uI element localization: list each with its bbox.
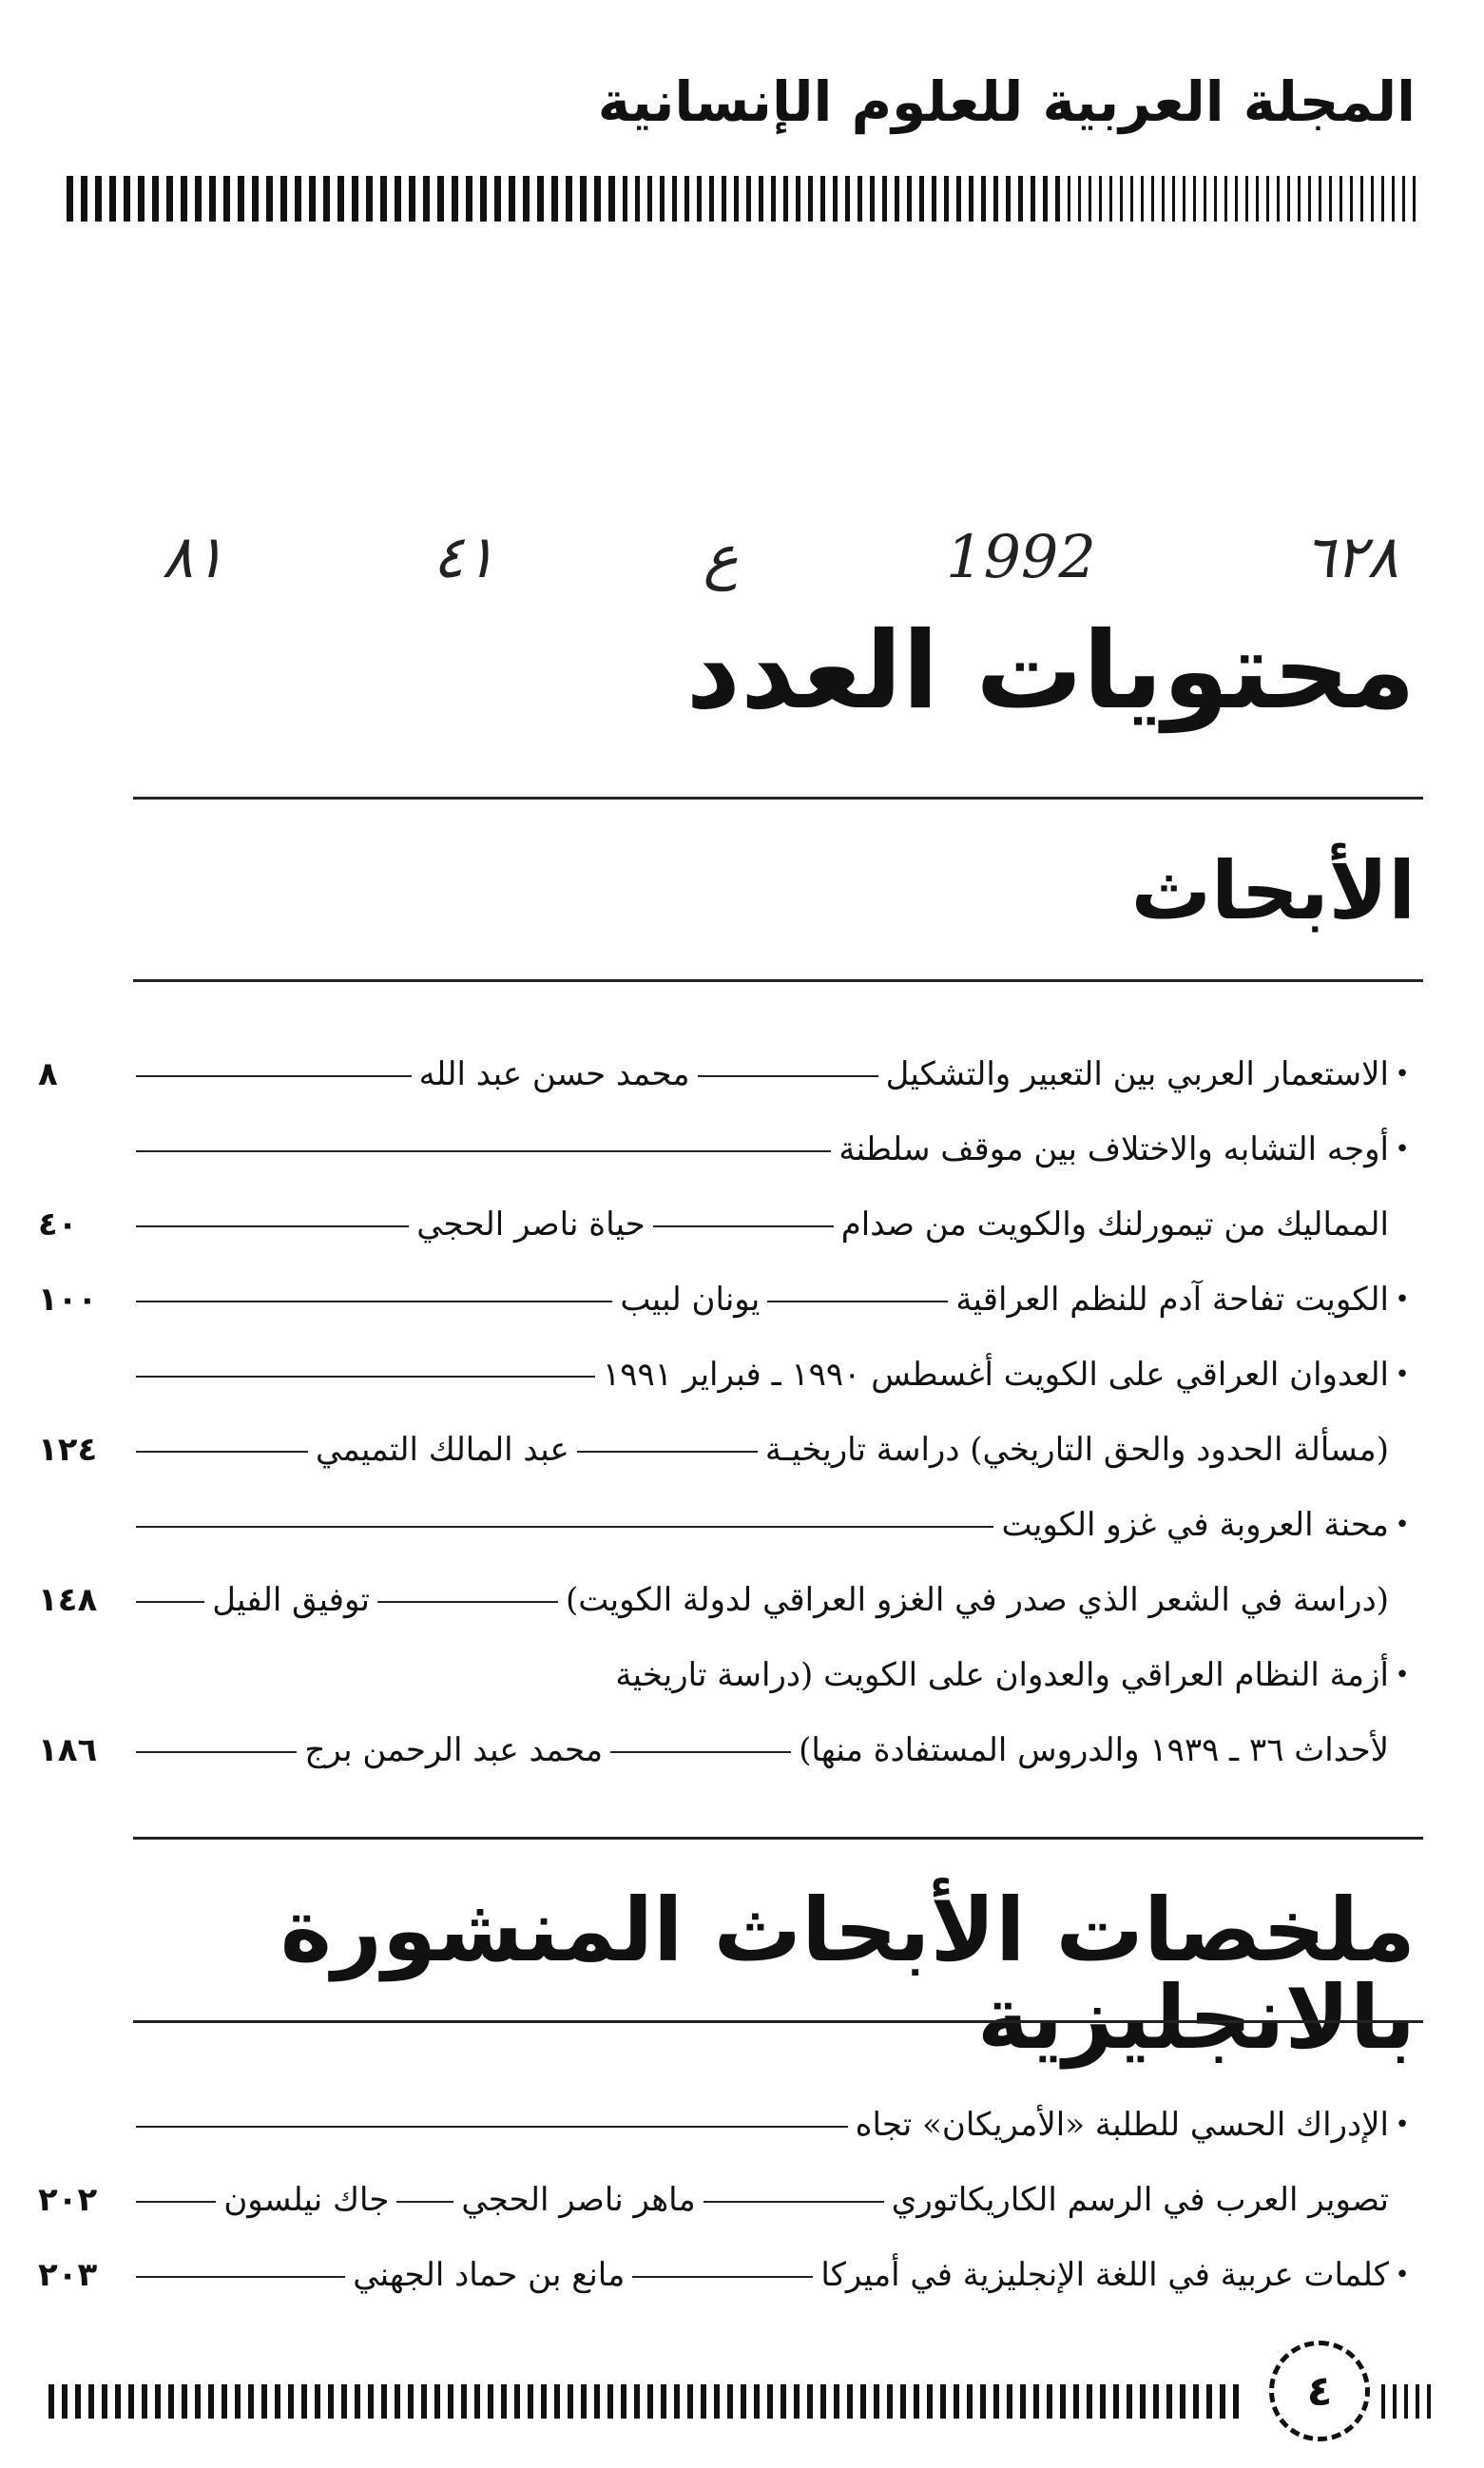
barcode-bar (1287, 176, 1290, 222)
barcode-bar (323, 176, 330, 222)
barcode-bar (381, 2384, 387, 2419)
toc-line (38, 1346, 1416, 1403)
barcode-bar (759, 176, 763, 222)
barcode-bar (722, 176, 726, 222)
barcode-bar (895, 176, 899, 222)
barcode-bar (409, 176, 415, 222)
entry-author: مانع بن حماد الجهني (353, 2256, 626, 2294)
barcode-bar (380, 176, 387, 222)
barcode-bar (727, 2384, 733, 2419)
contents-heading: محتويات العدد (685, 609, 1416, 733)
barcode-bar (437, 176, 444, 222)
barcode-bar (1308, 176, 1311, 222)
toc-line (38, 1421, 1416, 1478)
barcode-bar (301, 2384, 307, 2419)
barcode-bar (75, 2384, 81, 2419)
barcode-bar (1078, 176, 1081, 222)
barcode-bar (940, 2384, 946, 2419)
entry-title: كلمات عربية في اللغة الإنجليزية في أميركا (820, 2256, 1389, 2294)
barcode-bar (355, 2384, 360, 2419)
entry-author: جاك نيلسون (223, 2181, 390, 2219)
barcode-bar (1266, 176, 1269, 222)
header-barcode-ornament (61, 176, 1423, 222)
entry-title: (دراسة في الشعر الذي صدر في الغزو العراقي لدولة الكويت) (565, 1581, 1389, 1619)
barcode-bar (1007, 2384, 1012, 2419)
entry-title: أزمة النظام العراقي والعدوان على الكويت (دراسة تاريخية (615, 1656, 1389, 1694)
barcode-bar (124, 176, 130, 222)
barcode-bar (754, 2384, 760, 2419)
handwritten-item: ٤١ (432, 521, 496, 591)
barcode-bar (874, 2384, 879, 2419)
barcode-bar (1183, 176, 1185, 222)
barcode-bar (1214, 176, 1217, 222)
leader-line (577, 1451, 758, 1453)
bullet-icon: • (1395, 1661, 1410, 1689)
toc-line (38, 1496, 1416, 1553)
entry-author: ماهر ناصر الحجي (461, 2181, 696, 2219)
entry-page: ٢٠٣ (38, 2256, 98, 2294)
barcode-bar (674, 2384, 680, 2419)
barcode-bar (509, 176, 515, 222)
entry-author: محمد عبد الرحمن برج (304, 1731, 604, 1769)
entry-page: ١٨٦ (38, 1731, 98, 1769)
barcode-bar (541, 2384, 547, 2419)
barcode-bar (337, 176, 344, 222)
barcode-bar (554, 2384, 560, 2419)
toc-line (38, 1571, 1416, 1629)
entry-title: (مسألة الحدود والحق التاريخي) دراسة تاريخيـة (764, 1431, 1389, 1469)
entry-title: لأحداث ٣٦ ـ ١٩٣٩ والدروس المستفادة منها) (799, 1731, 1389, 1769)
barcode-bar (927, 2384, 933, 2419)
barcode-bar (138, 176, 145, 222)
divider-rule (133, 797, 1423, 800)
barcode-bar (767, 2384, 773, 2419)
research-heading: الأبحاث (1130, 844, 1416, 937)
barcode-bar (746, 176, 751, 222)
bullet-icon: • (1395, 1135, 1410, 1164)
barcode-bar (209, 176, 216, 222)
barcode-bar (623, 176, 627, 222)
barcode-bar (81, 176, 87, 222)
entry-title: أوجه التشابه والاختلاف بين موقف سلطنة (838, 1130, 1389, 1168)
barcode-bar (1140, 2384, 1146, 2419)
barcode-bar (1360, 176, 1363, 222)
barcode-bar (1180, 2384, 1185, 2419)
barcode-bar (981, 176, 986, 222)
leader-line (136, 1601, 204, 1603)
barcode-bar (514, 2384, 520, 2419)
barcode-bar (1153, 2384, 1159, 2419)
entry-page: ٢٠٢ (38, 2181, 98, 2219)
barcode-bar (1166, 2384, 1172, 2419)
handwritten-item: ٨١ (162, 521, 225, 591)
barcode-bar (168, 2384, 174, 2419)
barcode-bar (67, 176, 73, 222)
barcode-bar (807, 2384, 813, 2419)
barcode-bar (1256, 176, 1259, 222)
entry-title: المماليك من تيمورلنك والكويت من صدام (840, 1205, 1389, 1244)
barcode-bar (1427, 2384, 1431, 2419)
barcode-bar (523, 176, 530, 222)
barcode-bar (1404, 2384, 1408, 2419)
barcode-bar (421, 2384, 427, 2419)
barcode-bar (687, 2384, 693, 2419)
toc-line (38, 1722, 1416, 1779)
leader-line (136, 1075, 412, 1077)
barcode-bar (684, 176, 689, 222)
entry-author: عبد المالك التميمي (316, 1431, 569, 1469)
barcode-bar (672, 176, 677, 222)
bullet-icon: • (1395, 1060, 1410, 1089)
barcode-bar (1206, 2384, 1212, 2419)
barcode-bar (1245, 176, 1248, 222)
leader-line (136, 1150, 831, 1152)
barcode-bar (48, 2384, 54, 2419)
barcode-bar (1381, 176, 1384, 222)
barcode-bar (1043, 176, 1048, 222)
barcode-bar (1033, 2384, 1039, 2419)
barcode-bar (102, 2384, 107, 2419)
barcode-bar (993, 2384, 999, 2419)
barcode-bar (266, 176, 273, 222)
barcode-bar (833, 176, 838, 222)
entry-title: محنة العروبة في غزو الكويت (1001, 1506, 1389, 1544)
leader-line (136, 1526, 993, 1528)
barcode-bar (993, 176, 998, 222)
barcode-bar (907, 176, 912, 222)
toc-line (38, 1271, 1416, 1328)
bullet-icon: • (1395, 1285, 1410, 1314)
bullet-icon: • (1395, 1360, 1410, 1389)
leader-line (136, 2276, 345, 2278)
barcode-bar (820, 2384, 826, 2419)
entry-title: الاستعمار العربي بين التعبير والتشكيل (885, 1055, 1389, 1093)
barcode-bar (275, 2384, 280, 2419)
barcode-bar (701, 2384, 706, 2419)
entry-title: تصوير العرب في الرسم الكاريكاتوري (891, 2181, 1389, 2219)
barcode-bar (635, 176, 640, 222)
barcode-bar (352, 176, 358, 222)
barcode-bar (280, 176, 287, 222)
barcode-bar (309, 176, 316, 222)
barcode-bar (661, 2384, 666, 2419)
entry-author: محمد حسن عبد الله (418, 1055, 690, 1093)
barcode-bar (288, 2384, 294, 2419)
barcode-bar (932, 176, 936, 222)
barcode-bar (474, 2384, 480, 2419)
toc-line (38, 1121, 1416, 1178)
barcode-bar (1089, 176, 1091, 222)
barcode-bar (621, 2384, 626, 2419)
entry-author: حياة ناصر الحجي (416, 1205, 646, 1244)
barcode-bar (647, 2384, 653, 2419)
entry-page: ٤٠ (38, 1205, 78, 1244)
barcode-bar (594, 176, 601, 222)
barcode-bar (452, 176, 458, 222)
barcode-bar (882, 176, 887, 222)
barcode-bar (608, 176, 615, 222)
barcode-bar (581, 2384, 587, 2419)
barcode-bar (1193, 176, 1196, 222)
handwritten-note (162, 513, 1398, 599)
barcode-bar (969, 176, 973, 222)
barcode-bar (660, 176, 665, 222)
barcode-bar (647, 176, 652, 222)
barcode-bar (709, 176, 714, 222)
barcode-bar (1060, 2384, 1066, 2419)
barcode-bar (1099, 176, 1102, 222)
barcode-bar (182, 2384, 187, 2419)
leader-line (136, 1301, 612, 1302)
barcode-bar (568, 2384, 573, 2419)
footer-barcode-ornament (46, 2384, 1246, 2419)
barcode-bar (858, 176, 862, 222)
barcode-bar (1233, 2384, 1239, 2419)
barcode-bar (1141, 176, 1144, 222)
leader-line (136, 2201, 216, 2203)
toc-line (38, 1196, 1416, 1253)
leader-line (610, 1751, 791, 1753)
leader-line (396, 2201, 453, 2203)
barcode-bar (1329, 176, 1332, 222)
barcode-bar (594, 2384, 600, 2419)
barcode-bar (1416, 2384, 1419, 2419)
toc-line (38, 2171, 1416, 2228)
barcode-bar (1371, 176, 1374, 222)
barcode-bar (1172, 176, 1175, 222)
barcode-bar (115, 2384, 121, 2419)
barcode-bar (128, 2384, 134, 2419)
barcode-bar (235, 2384, 241, 2419)
divider-rule (133, 2020, 1423, 2023)
barcode-bar (109, 176, 116, 222)
barcode-bar (466, 176, 472, 222)
barcode-bar (1073, 2384, 1079, 2419)
bullet-icon: • (1395, 2111, 1410, 2139)
entry-title: العدوان العراقي على الكويت أغسطس ١٩٩٠ ـ فبراير ١٩٩١ (602, 1356, 1389, 1394)
barcode-bar (820, 176, 825, 222)
entry-page: ١٠٠ (38, 1281, 98, 1319)
entry-author: توفيق الفيل (212, 1581, 370, 1619)
leader-line (136, 1751, 297, 1753)
barcode-bar (1047, 2384, 1052, 2419)
barcode-bar (341, 2384, 347, 2419)
leader-line (632, 2276, 813, 2278)
entry-page: ١٢٤ (38, 1431, 98, 1469)
barcode-bar (847, 2384, 853, 2419)
barcode-bar (870, 176, 875, 222)
barcode-bar (1220, 2384, 1225, 2419)
barcode-bar (919, 176, 924, 222)
barcode-bar (1413, 176, 1416, 222)
bullet-icon: • (1395, 2261, 1410, 2289)
barcode-bar (634, 2384, 640, 2419)
barcode-bar (248, 2384, 254, 2419)
barcode-bar (944, 176, 949, 222)
barcode-bar (1402, 176, 1405, 222)
bullet-icon: • (1395, 1511, 1410, 1539)
barcode-bar (252, 176, 259, 222)
barcode-bar (181, 176, 187, 222)
barcode-bar (566, 176, 572, 222)
barcode-bar (551, 176, 558, 222)
barcode-bar (1130, 176, 1133, 222)
entry-author: يونان لبيب (620, 1281, 761, 1319)
barcode-bar (1127, 2384, 1132, 2419)
barcode-bar (395, 2384, 400, 2419)
barcode-bar (222, 2384, 227, 2419)
barcode-bar (697, 176, 702, 222)
barcode-bar (152, 176, 159, 222)
toc-line (38, 2246, 1416, 2304)
barcode-bar (954, 2384, 959, 2419)
barcode-bar (1193, 2384, 1199, 2419)
leader-line (136, 1376, 595, 1378)
barcode-bar (366, 176, 373, 222)
barcode-bar (794, 2384, 800, 2419)
barcode-bar (1087, 2384, 1092, 2419)
barcode-bar (1120, 176, 1123, 222)
barcode-bar (408, 2384, 414, 2419)
toc-line (38, 1647, 1416, 1704)
barcode-bar (796, 176, 800, 222)
journal-title: المجلة العربية للعلوم الإنسانية (597, 69, 1416, 134)
barcode-bar (95, 176, 102, 222)
barcode-bar (488, 2384, 493, 2419)
leader-line (136, 1451, 308, 1453)
barcode-bar (771, 176, 776, 222)
entry-page: ١٤٨ (38, 1581, 98, 1619)
barcode-bar (423, 176, 430, 222)
barcode-bar (914, 2384, 919, 2419)
barcode-bar (607, 2384, 613, 2419)
barcode-bar (980, 2384, 986, 2419)
barcode-bar (434, 2384, 440, 2419)
barcode-bar (368, 2384, 374, 2419)
barcode-bar (1392, 176, 1395, 222)
barcode-bar (537, 176, 544, 222)
barcode-bar (1235, 176, 1238, 222)
barcode-bar (62, 2384, 67, 2419)
barcode-bar (328, 2384, 334, 2419)
barcode-bar (834, 2384, 839, 2419)
barcode-bar (1319, 176, 1321, 222)
barcode-bar (1055, 176, 1060, 222)
barcode-bar (860, 2384, 866, 2419)
barcode-bar (1020, 2384, 1026, 2419)
barcode-bar (494, 176, 501, 222)
barcode-bar (1031, 176, 1035, 222)
barcode-bar (88, 2384, 94, 2419)
entry-page: ٨ (38, 1055, 58, 1093)
barcode-bar (781, 2384, 786, 2419)
barcode-bar (887, 2384, 893, 2419)
barcode-bar (900, 2384, 906, 2419)
barcode-bar (1339, 176, 1342, 222)
barcode-bar (1113, 2384, 1119, 2419)
barcode-bar (741, 2384, 746, 2419)
barcode-bar (142, 2384, 147, 2419)
barcode-bar (734, 176, 739, 222)
leader-line (703, 2201, 884, 2203)
barcode-bar (845, 176, 850, 222)
barcode-bar (1204, 176, 1206, 222)
divider-rule (133, 979, 1423, 982)
barcode-bar (1277, 176, 1280, 222)
handwritten-item: ٦٢٨ (1303, 521, 1398, 591)
abstracts-heading: ملخصات الأبحاث المنشورة بالانجليزية (279, 1880, 1416, 2069)
handwritten-item: 1992 (946, 521, 1096, 591)
barcode-bar (1006, 176, 1011, 222)
handwritten-item: ع (703, 521, 739, 591)
barcode-bar (448, 2384, 453, 2419)
divider-rule (133, 1837, 1423, 1840)
barcode-bar (315, 2384, 320, 2419)
barcode-bar (1068, 176, 1070, 222)
barcode-bar (714, 2384, 720, 2419)
barcode-bar (956, 176, 961, 222)
leader-line (767, 1301, 948, 1302)
barcode-bar (528, 2384, 533, 2419)
leader-line (698, 1075, 878, 1077)
barcode-bar (238, 176, 244, 222)
entry-title: الكويت تفاحة آدم للنظم العراقية (955, 1281, 1389, 1319)
leader-line (653, 1225, 834, 1227)
toc-line (38, 2096, 1416, 2153)
page-number: ٤ (1269, 2341, 1370, 2441)
barcode-bar (1393, 2384, 1397, 2419)
barcode-bar (261, 2384, 267, 2419)
leader-line (377, 1601, 558, 1603)
barcode-bar (166, 176, 173, 222)
toc-line (38, 1046, 1416, 1103)
leader-line (136, 1225, 409, 1227)
barcode-bar (461, 2384, 467, 2419)
barcode-bar (967, 2384, 973, 2419)
footer-barcode-ornament (1381, 2384, 1438, 2419)
barcode-bar (480, 176, 487, 222)
barcode-bar (1162, 176, 1165, 222)
barcode-bar (501, 2384, 507, 2419)
barcode-bar (1298, 176, 1301, 222)
barcode-bar (580, 176, 587, 222)
barcode-bar (155, 2384, 161, 2419)
barcode-bar (195, 2384, 201, 2419)
barcode-bar (1381, 2384, 1385, 2419)
barcode-bar (1350, 176, 1353, 222)
leader-line (136, 2126, 848, 2128)
barcode-bar (1109, 176, 1112, 222)
barcode-bar (208, 2384, 214, 2419)
barcode-bar (223, 176, 230, 222)
barcode-bar (295, 176, 301, 222)
barcode-bar (1100, 2384, 1106, 2419)
barcode-bar (783, 176, 788, 222)
barcode-bar (395, 176, 401, 222)
barcode-bar (195, 176, 202, 222)
barcode-bar (1151, 176, 1154, 222)
barcode-bar (808, 176, 813, 222)
barcode-bar (1224, 176, 1227, 222)
barcode-bar (1018, 176, 1023, 222)
entry-title: الإدراك الحسي للطلبة «الأمريكان» تجاه (855, 2106, 1389, 2144)
